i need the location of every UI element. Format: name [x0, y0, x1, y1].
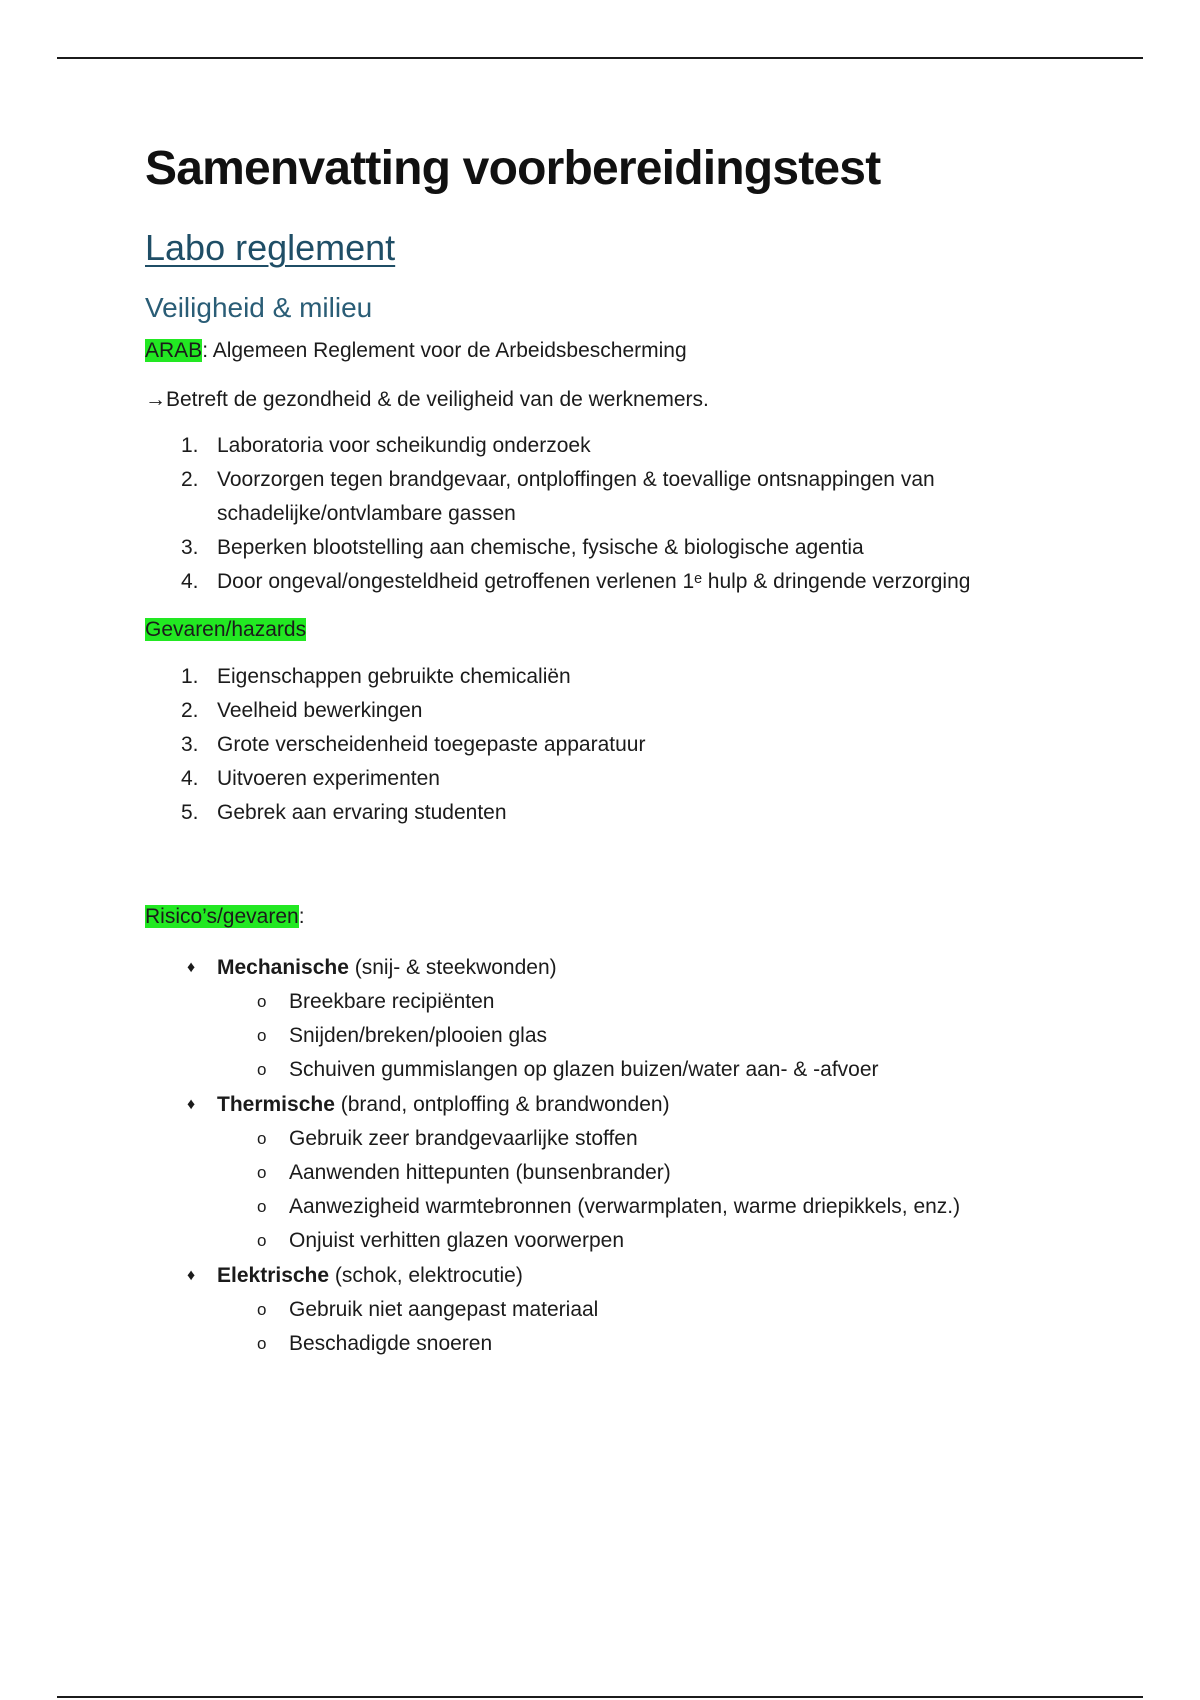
hazards-label: Gevaren/hazards — [145, 618, 307, 642]
circle-bullet-icon: o — [257, 1060, 267, 1080]
bottom-divider — [57, 1696, 1143, 1698]
list-item: o Aanwezigheid warmtebronnen (verwarmplaten, warme driepikkels, enz.) — [217, 1190, 1065, 1224]
list-item: 5. Gebrek aan ervaring studenten — [181, 800, 507, 824]
circle-bullet-icon: o — [257, 992, 267, 1012]
list-item: 4. Uitvoeren experimenten — [181, 766, 440, 790]
risks-list — [145, 950, 1065, 1361]
arab-definition — [145, 336, 1065, 366]
list-item: o Snijden/breken/plooien glas — [217, 1019, 1065, 1053]
circle-bullet-icon: o — [257, 1129, 267, 1149]
risk-sublist — [217, 1122, 1065, 1258]
hazards-list — [145, 660, 1065, 830]
circle-bullet-icon: o — [257, 1300, 267, 1320]
spacer — [145, 830, 1065, 886]
risk-sublist — [217, 985, 1065, 1087]
arab-term: ARAB — [145, 339, 203, 363]
list-item: o Beschadigde snoeren — [217, 1327, 1065, 1361]
list-item: 1. Laboratoria voor scheikundig onderzoek — [181, 434, 591, 458]
circle-bullet-icon: o — [257, 1163, 267, 1183]
list-item: o Aanwenden hittepunten (bunsenbrander) — [217, 1156, 1065, 1190]
document-title: Samenvatting voorbereidingstest — [145, 142, 881, 195]
list-item: o Gebruik zeer brandgevaarlijke stoffen — [217, 1122, 1065, 1156]
circle-bullet-icon: o — [257, 1334, 267, 1354]
arab-text: Algemeen Reglement voor de Arbeidsbescherming — [208, 339, 687, 363]
list-item: 3. Beperken blootstelling aan chemische, fysische & biologische agentia — [181, 536, 864, 560]
diamond-bullet-icon: ♦ — [187, 1267, 196, 1285]
top-divider — [57, 57, 1143, 59]
risk-sublist — [217, 1293, 1065, 1361]
risks-label: Risico’s/gevaren: — [145, 904, 305, 928]
list-item: 3. Grote verscheidenheid toegepaste apparatuur — [181, 732, 646, 756]
list-item: 4. Door ongeval/ongesteldheid getroffenen verlenen 1ᵉ hulp & dringende verzorging — [181, 570, 971, 594]
list-item: 2. Voorzorgen tegen brandgevaar, ontploffingen & toevallige ontsnappingen van schadelijke/ontvlambare gassen — [181, 468, 935, 526]
circle-bullet-icon: o — [257, 1197, 267, 1217]
document-page — [145, 140, 1065, 1361]
list-item: o Schuiven gummislangen op glazen buizen/water aan- & -afvoer — [217, 1053, 1065, 1087]
risk-electrical: ♦ Elektrische (schok, elektrocutie) o Gebruik niet aangepast materiaal o Beschadigde snoeren — [145, 1258, 1065, 1361]
heading-veiligheid-milieu: Veiligheid & milieu — [145, 291, 373, 323]
arab-scope-line: →Betreft de gezondheid & de veiligheid van de werknemers. — [145, 387, 709, 411]
arab-topics-list — [145, 429, 1065, 599]
list-item: o Breekbare recipiënten — [217, 985, 1065, 1019]
heading-labo-reglement: Labo reglement — [145, 226, 396, 268]
diamond-bullet-icon: ♦ — [187, 959, 196, 977]
diamond-bullet-icon: ♦ — [187, 1096, 196, 1114]
circle-bullet-icon: o — [257, 1231, 267, 1251]
list-item: 2. Veelheid bewerkingen — [181, 698, 423, 722]
risk-mechanical: ♦ Mechanische (snij- & steekwonden) o Breekbare recipiënten o Snijden/breken/plooien glas o Schuiven gummislangen op glazen buizen/water aan- & -afvoer — [145, 950, 1065, 1087]
list-item: o Gebruik niet aangepast materiaal — [217, 1293, 1065, 1327]
list-item: 1. Eigenschappen gebruikte chemicaliën — [181, 664, 571, 688]
risk-thermal: ♦ Thermische (brand, ontploffing & brandwonden) o Gebruik zeer brandgevaarlijke stoffen o Aanwenden hittepunten (bunsenbrander) o Aanwezigheid warmtebronnen (verwarmplaten, warme driepikkels, enz.) o Onjuist verhitten glazen voorwerpen — [145, 1087, 1065, 1258]
circle-bullet-icon: o — [257, 1026, 267, 1046]
arab-separator: : — [202, 339, 209, 363]
list-item: o Onjuist verhitten glazen voorwerpen — [217, 1224, 1065, 1258]
